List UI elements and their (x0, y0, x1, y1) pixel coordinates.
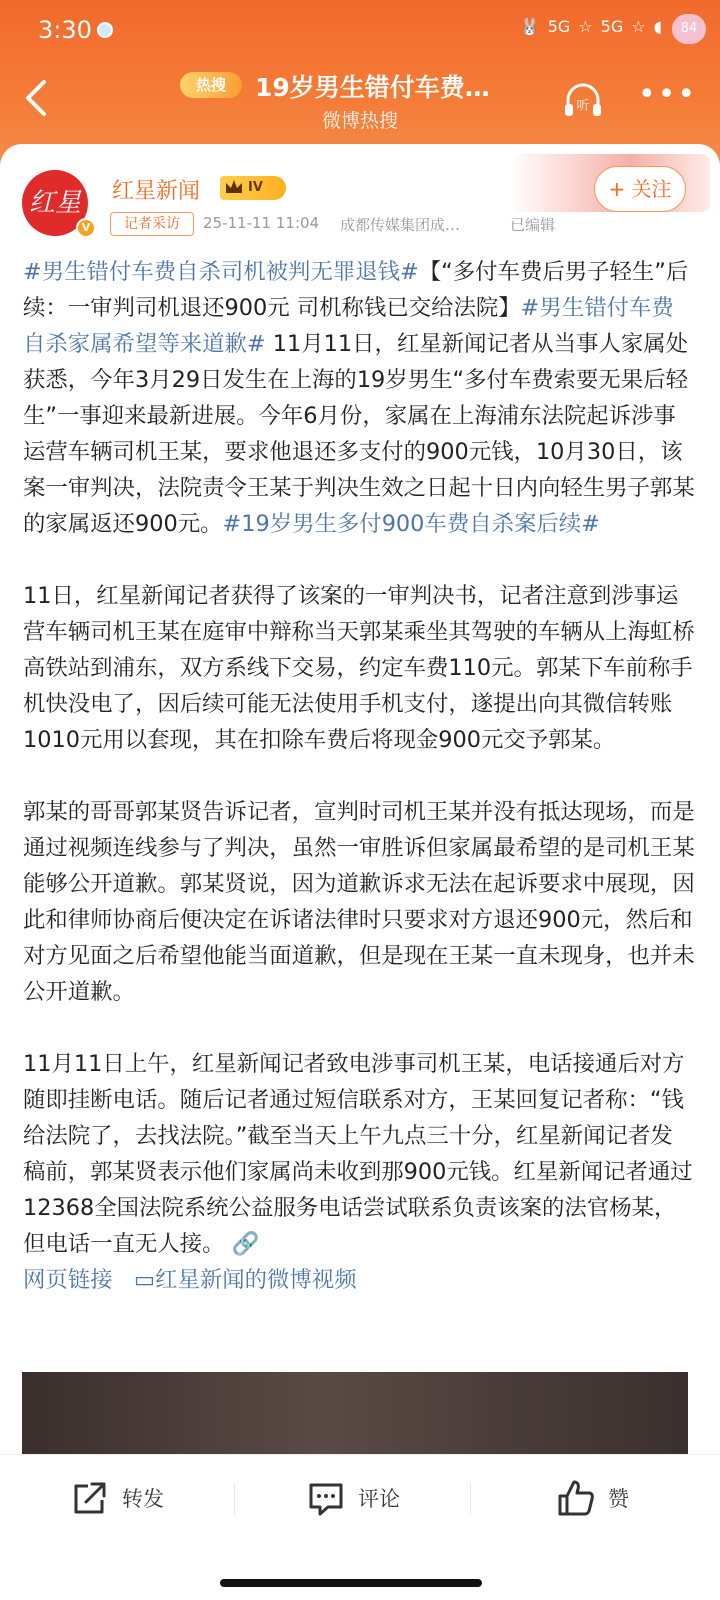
app-notification-icon (97, 22, 113, 38)
paragraph-3: 郭某的哥哥郭某贤告诉记者，宣判时司机王某并没有抵达现场，而是通过视频连线参与了判决，虽然一审胜诉但家属最希望的是司机王某能够公开道歉。郭某贤说，因为道歉诉求无法在起诉要求中展现，因此和律师协商后便决定在诉诸法律时只要求对方退还900元，然后和对方见面之后希望他能当面道歉，但是现在王某一直未现身，也并未公开道歉。 (23, 799, 695, 1005)
headphones-icon (562, 80, 604, 120)
svg-text:听: 听 (576, 99, 590, 114)
like-button[interactable] (556, 1473, 629, 1523)
member-level-badge (220, 176, 286, 200)
rabbit-icon: 🐰 (519, 17, 540, 36)
hashtag-link[interactable]: #19岁男生多付900车费自杀案后续# (222, 511, 600, 537)
video-link[interactable]: 红星新闻的微博视频 (155, 1267, 357, 1293)
crown-icon (224, 178, 244, 196)
page-subtitle: 微博热搜 (321, 110, 398, 132)
hashtag-link[interactable]: #男生错付车费自杀司机被判无罪退钱# (23, 259, 419, 285)
verified-icon: V (76, 218, 96, 238)
reporter-tag: 记者采访 (110, 212, 194, 236)
status-time: 3:30 (38, 16, 92, 44)
signal-label-1: 5G (547, 17, 571, 36)
author-name[interactable]: 红星新闻 (112, 179, 201, 204)
web-link[interactable]: 网页链接 (23, 1267, 113, 1293)
battery-indicator: 84 (672, 14, 706, 44)
paragraph-1-text: 【“多付车费后男子轻生”后续：一审判司机退还900元 司机称钱已交给法院】 (23, 259, 689, 321)
paragraph-2: 11日，红星新闻记者获得了该案的一审判决书，记者注意到涉事运营车辆司机王某在庭审中辩称当天郭某乘坐其驾驶的车辆从上海虹桥高铁站到浦东，双方系线下交易，约定车费110元。郭某下车前称手机快没电了，因后续可能无法使用手机支付，遂提出向其微信转账1010元用以套现，其在扣除车费后将现金900元交予郭某。 (23, 583, 695, 753)
bottom-action-bar (0, 1454, 720, 1600)
paragraph-4 (23, 1046, 695, 1262)
hashtag-link[interactable]: #男生错付车费自杀家属希望等来道歉# (23, 295, 674, 357)
post-content (23, 254, 695, 1334)
thumbs-up-icon (556, 1478, 596, 1518)
avatar[interactable]: 红星 (22, 170, 88, 236)
post-header (0, 144, 720, 244)
paragraph-1 (23, 254, 695, 542)
more-options-button[interactable] (638, 77, 698, 120)
hot-search-badge: 热搜 (180, 72, 242, 98)
comment-icon (306, 1478, 346, 1518)
star-icon: ☆ (578, 17, 593, 36)
comment-button[interactable] (306, 1473, 400, 1523)
divider (470, 1483, 471, 1515)
video-icon: ▭ (133, 1267, 156, 1293)
links-row (23, 1262, 695, 1298)
video-thumbnail[interactable] (22, 1372, 688, 1454)
repost-label: 转发 (122, 1487, 164, 1511)
navigation-bar (0, 60, 720, 140)
signal-label-2: 5G (600, 17, 624, 36)
divider (234, 1483, 235, 1515)
link-icon: 🔗 (231, 1231, 260, 1257)
post-card (0, 144, 720, 1454)
page-title: 19岁男生错付车费… (255, 73, 490, 102)
edited-label: 已编辑 (510, 216, 556, 234)
repost-button[interactable] (70, 1473, 164, 1523)
status-icons (520, 17, 662, 36)
post-time: 25-11-11 11:04 (203, 214, 320, 232)
top-header-background (0, 0, 720, 165)
home-indicator (220, 1579, 482, 1587)
post-source: 成都传媒集团成… (340, 216, 461, 234)
member-level-text: IV (248, 180, 263, 195)
bell-icon: ◖ (653, 17, 662, 36)
comment-label: 评论 (358, 1487, 400, 1511)
paragraph-4-text: 11月11日上午，红星新闻记者致电涉事司机王某，电话接通后对方随即挂断电话。随后记者通过短信联系对方，王某回复记者称：“钱给法院了，去找法院。”截至当天上午九点三十分，红星新闻记者发稿前，郭某贤表示他们家属尚未收到那900元钱。红星新闻记者通过12368全国法院系统公益服务电话尝试联系负责该案的法官杨某，但电话一直无人接。 (23, 1051, 693, 1257)
star-icon-2: ☆ (631, 17, 646, 36)
like-label: 赞 (608, 1487, 629, 1511)
more-dots-icon: ••• (638, 77, 698, 112)
share-icon (70, 1478, 110, 1518)
listen-button[interactable] (562, 80, 604, 120)
follow-button[interactable]: + 关注 (594, 166, 686, 212)
paragraph-1-text: 11月11日，红星新闻记者从当事人家属处获悉，今年3月29日发生在上海的19岁男生“多付车费索要无果后轻生”一事迎来最新进展。今年6月份，家属在上海浦东法院起诉涉事运营车辆司机王某，要求他退还多支付的900元钱，10月30日，该案一审判决，法院责令王某于判决生效之日起十日内向轻生男子郭某的家属返还900元。 (23, 331, 695, 537)
status-bar (0, 0, 720, 60)
